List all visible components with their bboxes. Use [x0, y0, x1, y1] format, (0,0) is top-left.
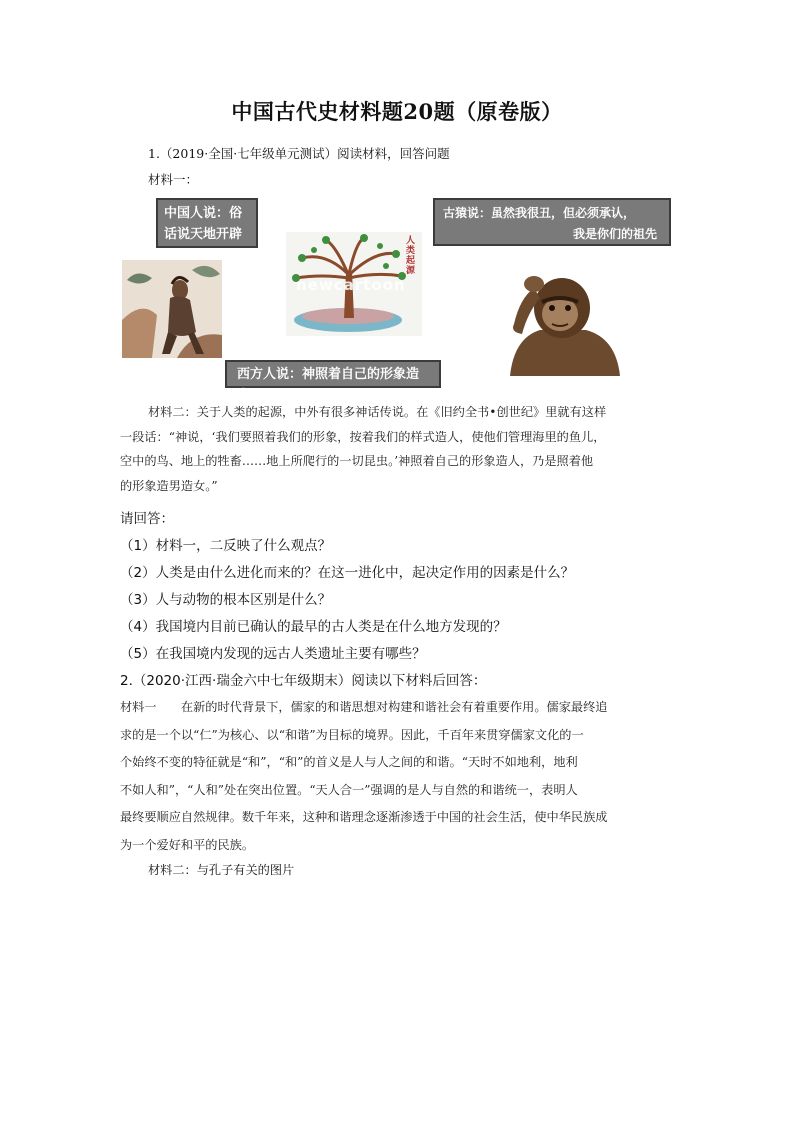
china-saying-line-1: 中国人说：俗 [164, 206, 243, 221]
material-2-line-3: 空中的鸟、地上的牲畜……地上所爬行的一切昆虫。’神照着自己的形象造人，乃是照着他 [120, 454, 594, 468]
question-1-5: （5）在我国境内发现的远古人类遗址主要有哪些？ [120, 646, 426, 662]
material-2-line-4: 的形象造男造女。” [120, 478, 218, 493]
question-1-3: （3）人与动物的根本区别是什么？ [120, 592, 332, 608]
question-1-header: 1.（2019·全国·七年级单元测试）阅读材料，回答问题 [148, 146, 450, 161]
pangu-figure-image [122, 260, 222, 358]
q2-material-1-line-2: 求的是一个以“仁”为核心、以“和谐”为目标的境界。因此，千百年来贯穿儒家文化的一 [120, 727, 584, 742]
q2-material-1-line-6: 为一个爱好和平的民族。 [120, 837, 255, 852]
west-saying-text: 西方人说：神照着自己的形象造人 [237, 367, 420, 403]
question-1-1: （1）材料一，二反映了什么观点？ [120, 538, 332, 554]
evolution-tree-image [286, 232, 422, 336]
west-saying-box [225, 360, 441, 403]
ape-saying-line-1: 古猿说：虽然我很丑，但必须承认， [443, 206, 636, 220]
page-title: 中国古代史材料题20题（原卷版） [231, 99, 563, 124]
ape-saying-line-2: 我是你们的祖先 [572, 227, 657, 241]
q2-material-1-line-1: 材料一 在新的时代背景下，儒家的和谐思想对构建和谐社会有着重要作用。儒家最终追 [120, 700, 608, 714]
q2-material-1-line-3: 个始终不变的特征就是“和”，“和”的首义是人与人之间的和谐。“天时不如地利，地利 [120, 755, 578, 769]
answer-prompt: 请回答： [120, 511, 174, 527]
china-saying-box [156, 198, 258, 248]
q2-material-2-label: 材料二：与孔子有关的图片 [148, 863, 295, 877]
china-saying-line-2: 话说天地开辟 [164, 227, 243, 242]
material-2-line-1: 材料二：关于人类的起源，中外有很多神话传说。在《旧约全书•创世纪》里就有这样 [148, 405, 607, 419]
tree-caption: 人类起源 [406, 236, 416, 276]
watermark-text: newcartoon [296, 276, 406, 294]
q2-material-1-line-4: 不如人和”，“人和”处在突出位置。“天人合一”强调的是人与自然的和谐统一，表明人 [120, 782, 578, 797]
question-1-2: （2）人类是由什么进化而来的？在这一进化中，起决定作用的因素是什么？ [120, 565, 575, 581]
q2-material-1-line-5: 最终要顺应自然规律。数千年来，这种和谐理念逐渐渗透于中国的社会生活，使中华民族成 [120, 810, 608, 824]
ape-saying-box [433, 198, 671, 246]
question-1-4: （4）我国境内目前已确认的最早的古人类是在什么地方发现的？ [120, 619, 507, 635]
material-2-line-2: 一段话：“神说，‘我们要照着我们的形象，按着我们的样式造人，使他们管理海里的鱼儿， [120, 429, 606, 444]
material-1-label: 材料一： [148, 172, 199, 187]
ancient-ape-image [500, 268, 626, 376]
q2-material-1-paragraph [120, 694, 676, 859]
material-2-paragraph [120, 400, 676, 498]
question-2-header: 2.（2020·江西·瑞金六中七年级期末）阅读以下材料后回答： [120, 673, 487, 689]
